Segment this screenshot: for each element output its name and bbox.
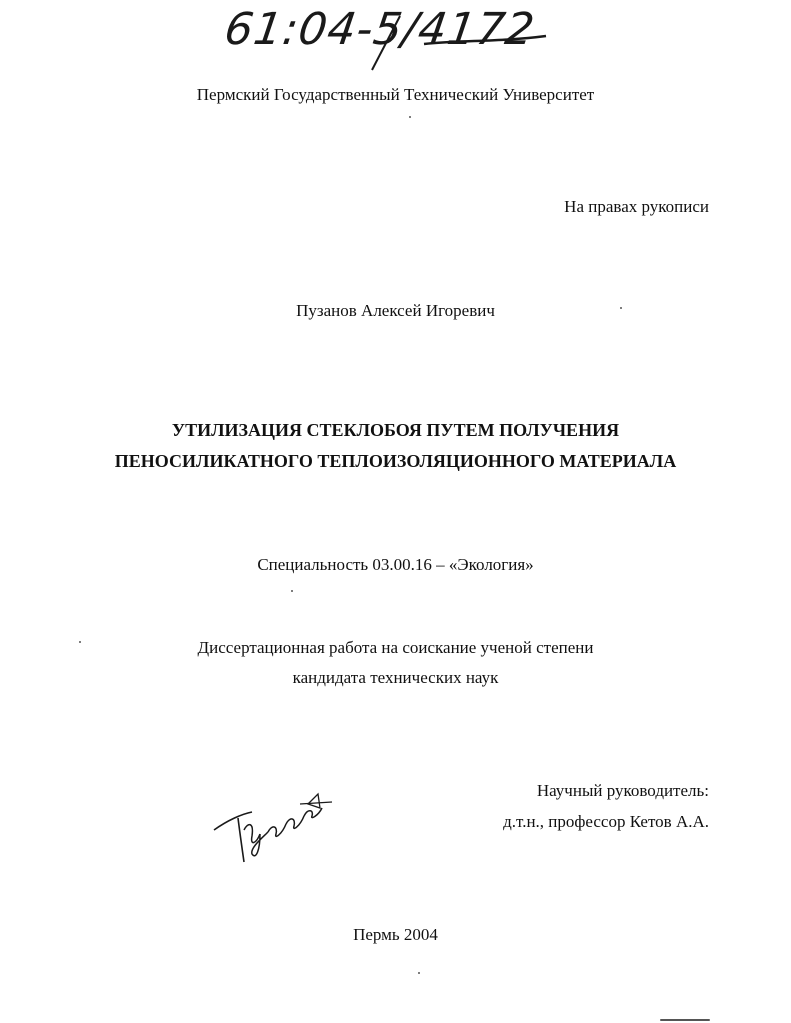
specialty: Специальность 03.00.16 – «Экология»: [257, 555, 534, 574]
degree-line-2: кандидата технических наук: [292, 668, 499, 687]
shelf-mark-slash: [360, 14, 420, 74]
author-signature: [208, 790, 338, 870]
place-year: Пермь 2004: [353, 925, 438, 944]
scan-speck: [291, 590, 293, 592]
scan-edge-mark: [660, 1019, 710, 1021]
shelf-mark-underline: [420, 22, 550, 52]
handwritten-shelf-mark: 61:04-5/4172: [221, 4, 539, 55]
thesis-title-line-2: ПЕНОСИЛИКАТНОГО ТЕПЛОИЗОЛЯЦИОННОГО МАТЕРИАЛА: [114, 451, 677, 471]
supervisor-name: д.т.н., профессор Кетов А.А.: [503, 812, 709, 831]
author-name: Пузанов Алексей Игоревич: [296, 301, 495, 320]
scan-speck: [418, 972, 420, 974]
manuscript-rights: На правах рукописи: [564, 197, 709, 216]
scan-speck: [620, 307, 622, 309]
thesis-title-line-1: УТИЛИЗАЦИЯ СТЕКЛОБОЯ ПУТЕМ ПОЛУЧЕНИЯ: [171, 420, 620, 440]
degree-line-1: Диссертационная работа на соискание ученой степени: [197, 638, 594, 657]
scan-speck: [409, 116, 411, 118]
university-name: Пермский Государственный Технический Университет: [196, 85, 595, 104]
scan-speck: [79, 641, 81, 643]
supervisor-label: Научный руководитель:: [536, 781, 709, 800]
